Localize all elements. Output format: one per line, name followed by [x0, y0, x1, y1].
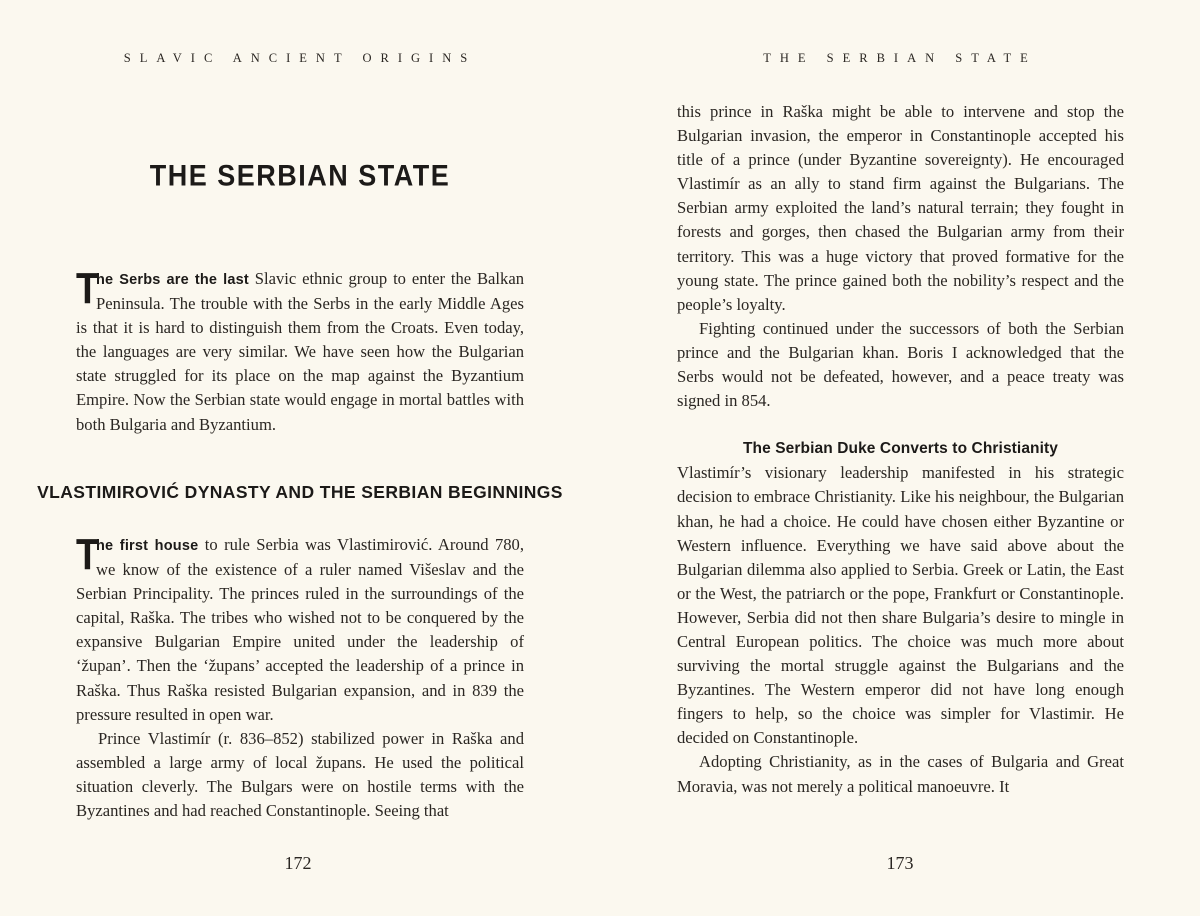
- page-number-right: 173: [886, 853, 914, 873]
- running-head-right: THE SERBIAN STATE: [763, 51, 1037, 65]
- chapter-title: THE SERBIAN STATE: [149, 159, 451, 193]
- lead-in: he Serbs are the last: [96, 272, 249, 288]
- intro-block: [76, 264, 524, 437]
- drop-cap: T: [76, 530, 99, 579]
- right-paragraph-2: Fighting continued under the successors of both the Serbian prince and the Bulgarian khan. Boris I acknowledged that the Serbs would not be defeated, however, and a peace treaty was signed in 854.: [677, 318, 1124, 411]
- drop-cap: T: [76, 264, 99, 313]
- section-heading: VLASTIMIROVIĆ DYNASTY AND THE SERBIAN BEGINNINGS: [37, 482, 563, 502]
- running-head-left: SLAVIC ANCIENT ORIGINS: [123, 51, 477, 65]
- intro-paragraph: [76, 264, 524, 437]
- right-text-block: [677, 100, 1124, 799]
- spacer: [677, 413, 1124, 437]
- right-paragraph-1: this prince in Raška might be able to intervene and stop the Bulgarian invasion, the emperor in Constantinople accepted his title of a prince (under Byzantine sovereignty). He encouraged Vlastimír as an ally to stand firm against the Bulgarians. The Serbian army exploited the land’s natural terrain; they fought in forests and gorges, then chased the Bulgarian army from their territory. This was a huge victory that proved formative for the young state. The prince gained both the nobility’s respect and the people’s loyalty.: [677, 102, 1124, 314]
- right-paragraph-4: Adopting Christianity, as in the cases of Bulgaria and Great Moravia, was not merely a political manoeuvre. It: [677, 752, 1124, 796]
- section-block: [76, 530, 524, 823]
- subheading: The Serbian Duke Converts to Christianity: [742, 440, 1059, 458]
- lead-in: he first house: [96, 538, 199, 554]
- intro-text: Slavic ethnic group to enter the Balkan Peninsula. The trouble with the Serbs in the early Middle Ages is that it is hard to distinguish them from the Croats. Even today, the languages are very similar. We have seen how the Bulgarian state struggled for its place on the map against the Byzantium Empire. Now the Serbian state would engage in mortal battles with both Bulgaria and Byzantium.: [76, 269, 524, 434]
- right-paragraph-3: Vlastimír’s visionary leadership manifested in his strategic decision to embrace Christianity. Like his neighbour, the Bulgarian khan, he had a choice. He could have chosen either Byzantine or Western influence. Everything we have said above about the Bulgarian dilemma also applied to Serbia. Greek or Latin, the East or the West, the patriarch or the pope, Frankfurt or Constantinople. However, Serbia did not then share Bulgaria’s desire to mingle in Central European politics. The choice was much more about surviving the mortal struggle against the Bulgarians and the Byzantines. The Western emperor did not have long enough fingers to help, so the choice was simpler for Vlastimir. He decided on Constantinople.: [677, 463, 1124, 748]
- section-paragraph-1: [76, 530, 524, 727]
- page-number-left: 172: [284, 853, 312, 873]
- section-paragraph-2: Prince Vlastimír (r. 836–852) stabilized power in Raška and assembled a large army of local župans. He used the political situation cleverly. The Bulgars were on hostile terms with the Byzantines and had reached Constantinople. Seeing that: [76, 728, 524, 821]
- section-paragraph-1-text: to rule Serbia was Vlastimirović. Around 780, we know of the existence of a ruler named Višeslav and the Serbian Principality. The princes ruled in the surroundings of the capital, Raška. The tribes who wished not to be conquered by the expansive Bulgarian Empire united under the leadership of ‘župan’. Then the ‘župans’ accepted the leadership of a prince in Raška. Thus Raška resisted Bulgarian expansion, and in 839 the pressure resulted in open war.: [76, 535, 524, 724]
